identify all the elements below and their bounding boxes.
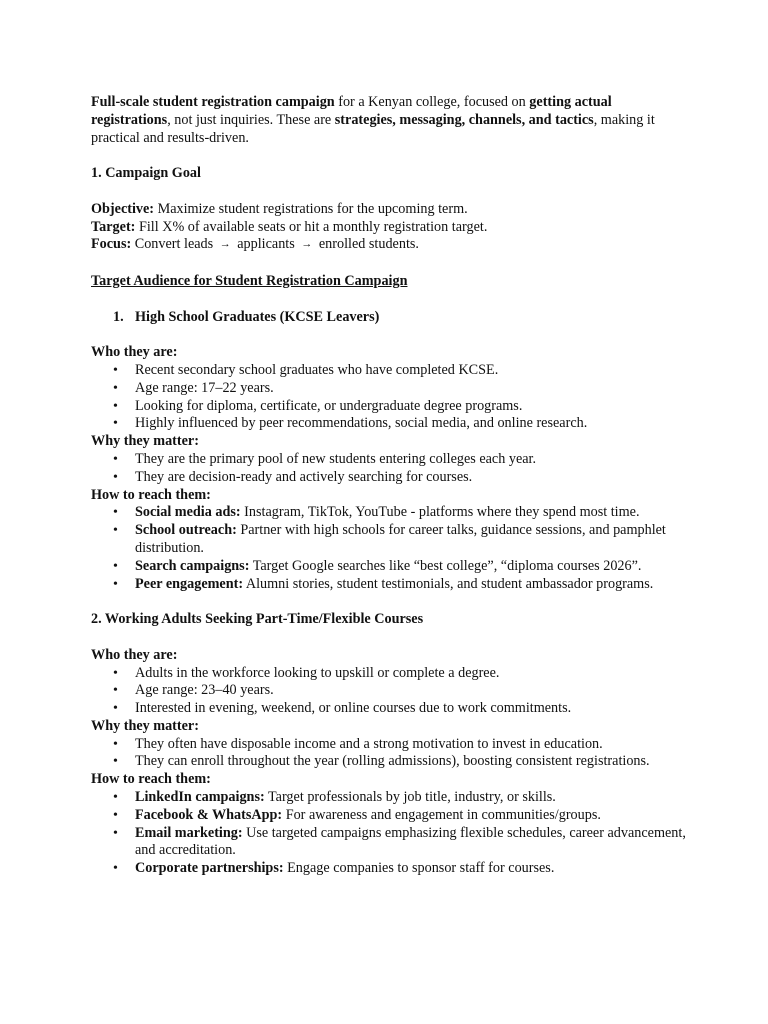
intro-bold-2: getting actual registrations (91, 94, 612, 128)
focus-line (91, 236, 691, 255)
section1-why-label-text: Why they matter: (91, 433, 199, 450)
target-text: Fill X% of available seats or hit a monthly registration target. (135, 218, 488, 235)
list-item-text: Adults in the workforce looking to upskill or complete a degree. (135, 664, 500, 681)
campaign-goal-heading (91, 165, 691, 183)
list-item (91, 736, 691, 754)
intro-text-2: , not just inquiries. These are (167, 111, 335, 128)
objective-label: Objective: (91, 200, 155, 217)
list-item (91, 860, 691, 878)
arrow-icon: → (301, 238, 313, 251)
section2-heading (91, 611, 691, 629)
intro-paragraph (91, 94, 691, 147)
list-item (91, 451, 691, 469)
list-item-text: For awareness and engagement in communities/groups. (282, 806, 601, 823)
bullet-icon: • (113, 558, 118, 574)
arrow-icon: → (219, 238, 231, 251)
section2-who-label (91, 647, 691, 665)
bullet-icon: • (113, 754, 118, 770)
bullet-icon: • (113, 683, 118, 699)
section2-how-label (91, 771, 691, 789)
section2-why-label-text: Why they matter: (91, 717, 199, 734)
list-item (91, 576, 691, 594)
list-item (91, 398, 691, 416)
bullet-icon: • (113, 790, 118, 806)
bullet-icon: • (113, 523, 118, 539)
target-line (91, 219, 691, 237)
bullet-icon: • (113, 380, 118, 396)
bullet-icon: • (113, 398, 118, 414)
list-item-label: Social media ads: (135, 504, 241, 521)
objective-text: Maximize student registrations for the upcoming term. (154, 200, 468, 217)
list-item-text: Age range: 17–22 years. (135, 379, 274, 396)
list-item (91, 522, 691, 558)
intro-text-3: , making it practical and results-driven. (91, 111, 655, 146)
list-item (91, 469, 691, 487)
list-item-text: Use targeted campaigns emphasizing flexible schedules, career advancement, and accreditation. (135, 824, 686, 859)
bullet-icon: • (113, 469, 118, 485)
list-item-text: They are the primary pool of new students entering colleges each year. (135, 450, 537, 467)
list-item (91, 558, 691, 576)
section1-heading (91, 309, 691, 327)
focus-text-c: enrolled students. (315, 236, 419, 253)
list-item (91, 682, 691, 700)
bullet-icon: • (113, 825, 118, 841)
list-item-text: Alumni stories, student testimonials, and student ambassador programs. (243, 575, 654, 592)
list-item (91, 807, 691, 825)
section1-why-list (91, 451, 691, 487)
document-page (91, 94, 691, 878)
list-item-text: They often have disposable income and a strong motivation to invest in education. (135, 735, 603, 752)
list-item-label: Facebook & WhatsApp: (135, 806, 283, 823)
section1-how-list (91, 504, 691, 593)
list-item (91, 504, 691, 522)
section1-who-label (91, 344, 691, 362)
list-item (91, 415, 691, 433)
list-item-text: Instagram, TikTok, YouTube - platforms where they spend most time. (240, 504, 640, 521)
list-item-text: Age range: 23–40 years. (135, 682, 274, 699)
list-item-text: Recent secondary school graduates who have completed KCSE. (135, 361, 499, 378)
bullet-icon: • (113, 701, 118, 717)
focus-label: Focus: (91, 236, 132, 253)
focus-text-b: applicants (233, 236, 299, 253)
list-item-label: LinkedIn campaigns: (135, 789, 265, 806)
list-item-text: Looking for diploma, certificate, or undergraduate degree programs. (135, 397, 523, 414)
section1-how-label-text: How to reach them: (91, 486, 211, 503)
list-item-text: They can enroll throughout the year (rolling admissions), boosting consistent registrations. (135, 753, 650, 770)
bullet-icon: • (113, 505, 118, 521)
list-item-text: Target professionals by job title, industry, or skills. (264, 789, 556, 806)
target-audience-heading (91, 273, 691, 291)
section1-title: High School Graduates (KCSE Leavers) (135, 308, 380, 325)
bullet-icon: • (113, 362, 118, 378)
section2-why-label (91, 718, 691, 736)
list-item-label: Email marketing: (135, 824, 243, 841)
bullet-icon: • (113, 736, 118, 752)
list-item (91, 789, 691, 807)
bullet-icon: • (113, 416, 118, 432)
list-item-text: Highly influenced by peer recommendations, social media, and online research. (135, 415, 588, 432)
section1-number: 1. (113, 308, 124, 325)
section2-who-label-text: Who they are: (91, 646, 178, 663)
list-item-label: Peer engagement: (135, 575, 244, 592)
objective-line (91, 201, 691, 219)
section2-how-list (91, 789, 691, 878)
campaign-goal-heading-text: 1. Campaign Goal (91, 165, 201, 182)
intro-bold-1: Full-scale student registration campaign (91, 94, 335, 110)
intro-text-1: for a Kenyan college, focused on (334, 94, 530, 110)
section1-who-list (91, 362, 691, 433)
focus-text-a: Convert leads (131, 236, 217, 253)
section1-who-label-text: Who they are: (91, 344, 178, 361)
list-item-label: Search campaigns: (135, 557, 250, 574)
section2-who-list (91, 665, 691, 718)
bullet-icon: • (113, 665, 118, 681)
list-item (91, 753, 691, 771)
list-item (91, 362, 691, 380)
list-item (91, 665, 691, 683)
list-item-text: Interested in evening, weekend, or online courses due to work commitments. (135, 700, 572, 717)
bullet-icon: • (113, 451, 118, 467)
list-item (91, 825, 691, 861)
section1-how-label (91, 487, 691, 505)
list-item-text: Partner with high schools for career talks, guidance sessions, and pamphlet distribution. (135, 522, 666, 556)
list-item (91, 380, 691, 398)
section2-title: 2. Working Adults Seeking Part-Time/Flexible Courses (91, 611, 424, 628)
list-item-text: They are decision-ready and actively searching for courses. (135, 468, 473, 485)
bullet-icon: • (113, 576, 118, 592)
target-audience-heading-text: Target Audience for Student Registration Campaign (91, 272, 408, 289)
section2-why-list (91, 736, 691, 772)
target-label: Target: (91, 218, 136, 235)
section1-why-label (91, 433, 691, 451)
list-item-label: School outreach: (135, 522, 237, 539)
list-item-text: Engage companies to sponsor staff for courses. (283, 860, 555, 877)
section2-how-label-text: How to reach them: (91, 771, 211, 788)
list-item (91, 700, 691, 718)
bullet-icon: • (113, 861, 118, 877)
list-item-label: Corporate partnerships: (135, 860, 284, 877)
intro-bold-3: strategies, messaging, channels, and tactics (334, 111, 594, 128)
bullet-icon: • (113, 807, 118, 823)
list-item-text: Target Google searches like “best college”, “diploma courses 2026”. (249, 557, 642, 574)
